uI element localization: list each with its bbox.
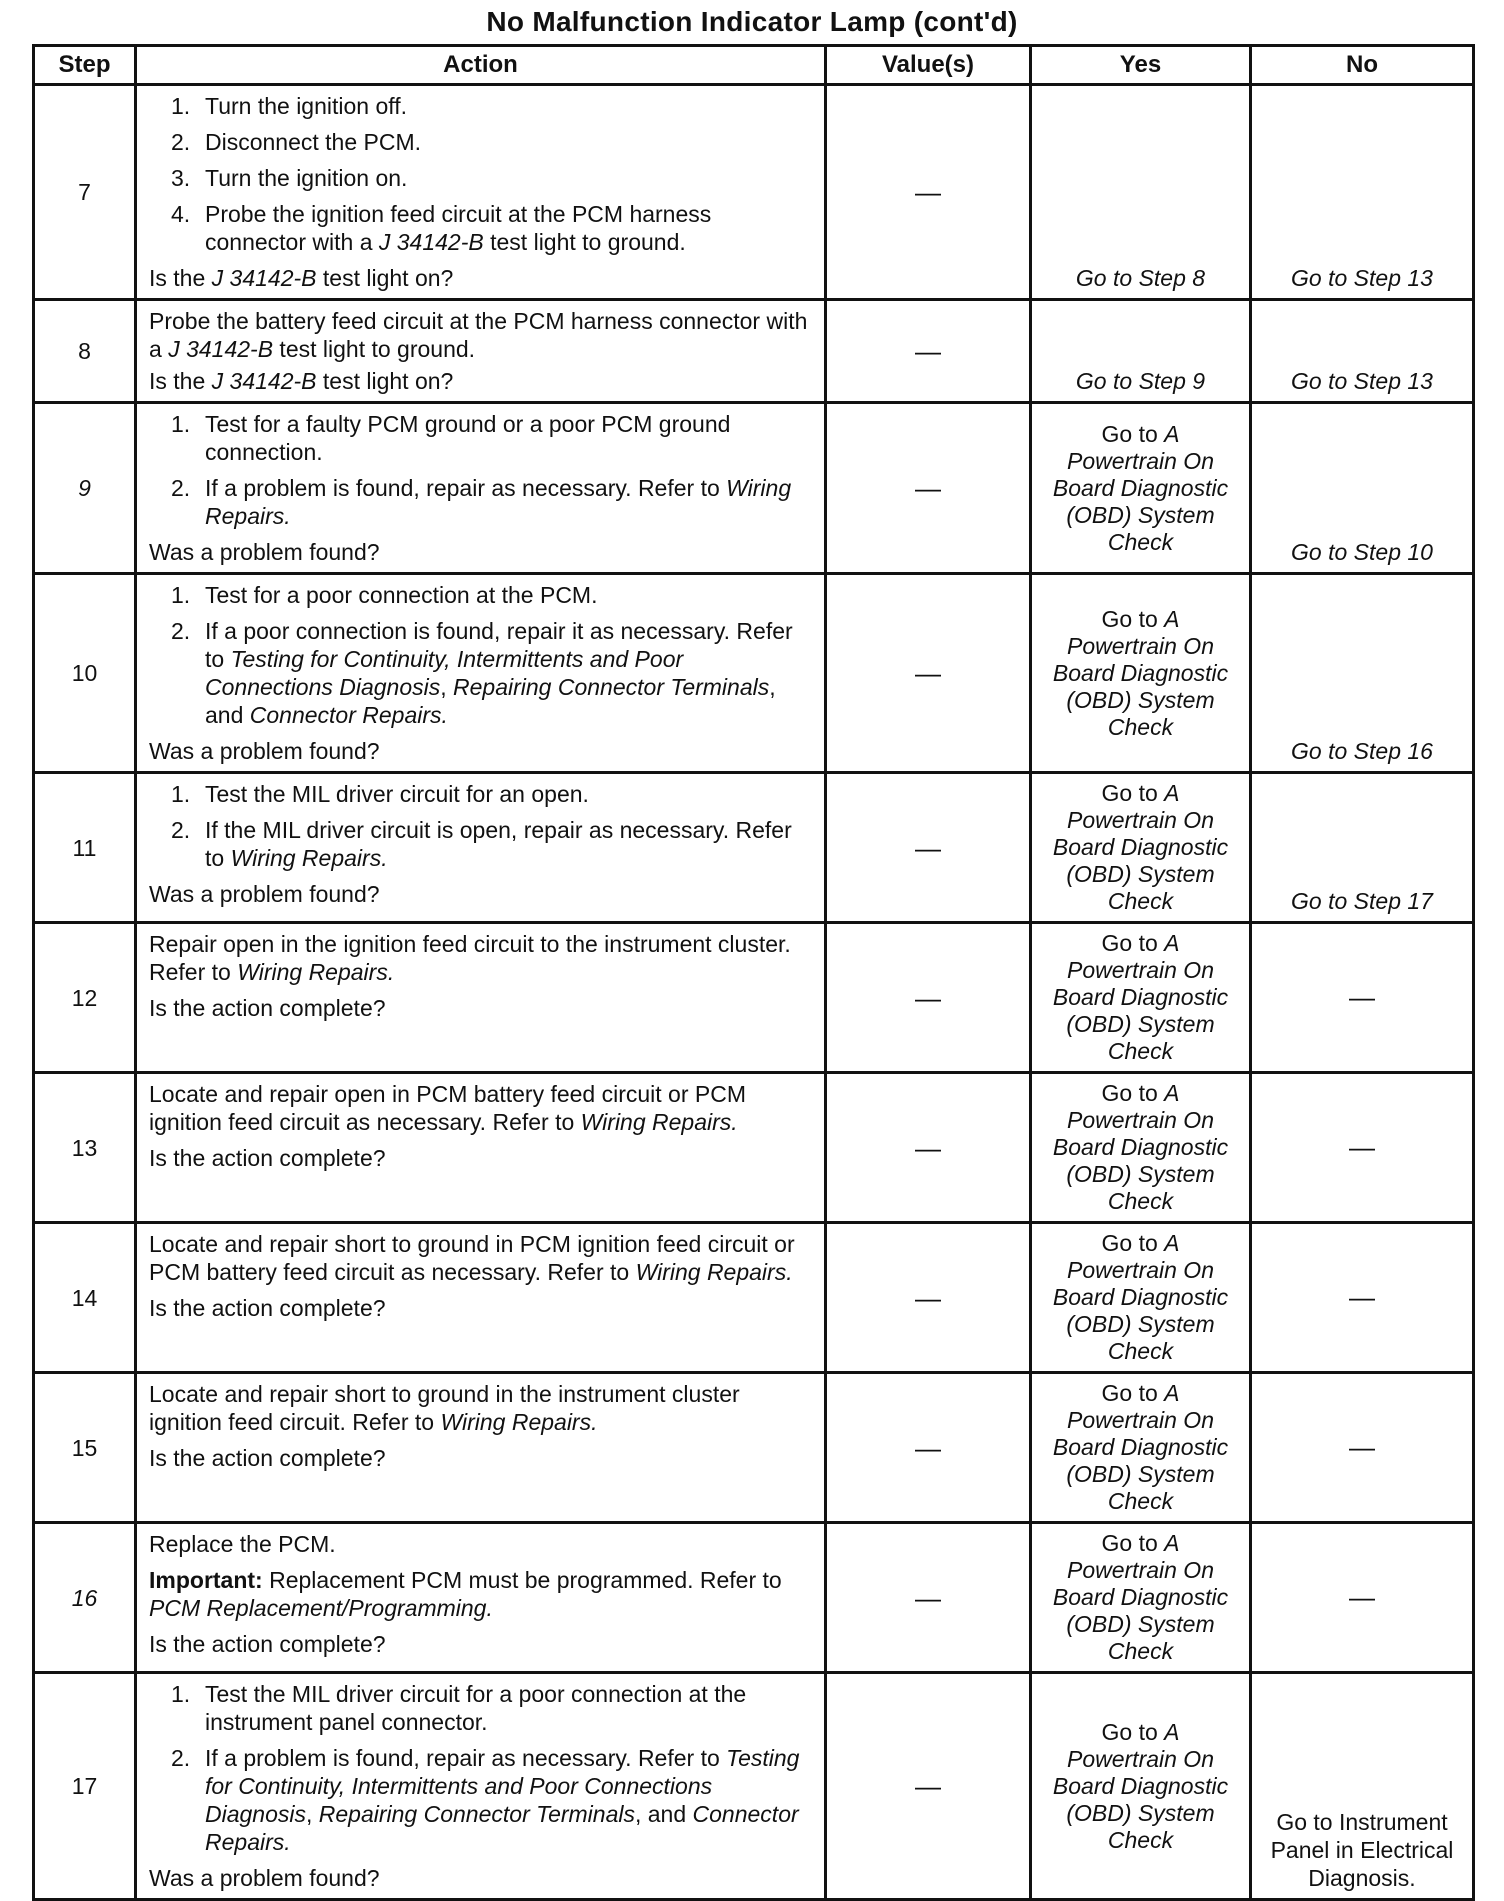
- list-item: 1. Turn the ignition off.: [171, 93, 408, 119]
- table-row: [34, 1523, 1474, 1673]
- action-cell: [136, 85, 826, 300]
- step-number: 8: [34, 300, 136, 403]
- table-row: [34, 1223, 1474, 1373]
- value-cell: —: [826, 1673, 1031, 1900]
- table-row: [34, 1373, 1474, 1523]
- question-text: Is the action complete?: [149, 1295, 386, 1321]
- question-text: Is the action complete?: [149, 1445, 386, 1471]
- action-text: Locate and repair open in PCM battery feed circuit or PCM ignition feed circuit as necessary. Refer to Wiring Repairs.: [149, 1081, 747, 1135]
- list-item: 2. If a problem is found, repair as necessary. Refer to Testing for Continuity, Intermittents and Poor Connections Diagnosis, Repairing Connector Terminals, and Connector Repairs.: [171, 1745, 800, 1855]
- action-cell: [136, 1073, 826, 1223]
- no-cell: Go to Instrument Panel in Electrical Diagnosis.: [1251, 1673, 1474, 1900]
- page-title: No Malfunction Indicator Lamp (cont'd): [486, 6, 1018, 37]
- value-cell: —: [826, 574, 1031, 773]
- list-item: 1. Test for a faulty PCM ground or a poor PCM ground connection.: [171, 411, 731, 465]
- value-cell: —: [826, 1223, 1031, 1373]
- question-text: Is the J 34142-B test light on?: [149, 265, 454, 291]
- action-cell: [136, 923, 826, 1073]
- value-cell: —: [826, 403, 1031, 574]
- yes-cell: Go to A Powertrain On Board Diagnostic (OBD) System Check: [1031, 1523, 1251, 1673]
- header-row: [34, 46, 1474, 85]
- no-cell: Go to Step 10: [1251, 403, 1474, 574]
- yes-cell: Go to A Powertrain On Board Diagnostic (OBD) System Check: [1031, 1673, 1251, 1900]
- substep-list: [149, 780, 816, 872]
- value-cell: —: [826, 1373, 1031, 1523]
- yes-cell: Go to Step 8: [1031, 85, 1251, 300]
- list-item: 3. Turn the ignition on.: [171, 165, 408, 191]
- step-number: 13: [34, 1073, 136, 1223]
- table-row: [34, 1073, 1474, 1223]
- header-step: Step: [34, 46, 136, 85]
- no-cell: —: [1251, 1073, 1474, 1223]
- header-yes: Yes: [1031, 46, 1251, 85]
- no-cell: Go to Step 16: [1251, 574, 1474, 773]
- question-text: Is the action complete?: [149, 1631, 386, 1657]
- action-cell: [136, 1673, 826, 1900]
- yes-cell: Go to A Powertrain On Board Diagnostic (OBD) System Check: [1031, 1073, 1251, 1223]
- step-number: 17: [34, 1673, 136, 1900]
- question-text: Was a problem found?: [149, 1865, 380, 1891]
- action-cell: [136, 1373, 826, 1523]
- question-text: Is the action complete?: [149, 995, 386, 1021]
- yes-cell: Go to A Powertrain On Board Diagnostic (OBD) System Check: [1031, 403, 1251, 574]
- header-no: No: [1251, 46, 1474, 85]
- yes-cell: Go to A Powertrain On Board Diagnostic (OBD) System Check: [1031, 923, 1251, 1073]
- important-note: Important: Replacement PCM must be programmed. Refer to PCM Replacement/Programming.: [149, 1567, 782, 1621]
- action-text: Probe the battery feed circuit at the PCM harness connector with a J 34142-B test light to ground.: [149, 308, 808, 362]
- yes-cell: Go to A Powertrain On Board Diagnostic (OBD) System Check: [1031, 1223, 1251, 1373]
- value-cell: —: [826, 300, 1031, 403]
- action-text: Locate and repair short to ground in the instrument cluster ignition feed circuit. Refer to Wiring Repairs.: [149, 1381, 740, 1435]
- yes-cell: Go to A Powertrain On Board Diagnostic (OBD) System Check: [1031, 1373, 1251, 1523]
- action-cell: [136, 773, 826, 923]
- step-number: 10: [34, 574, 136, 773]
- header-values: Value(s): [826, 46, 1031, 85]
- step-number: 15: [34, 1373, 136, 1523]
- list-item: 2. If the MIL driver circuit is open, repair as necessary. Refer to Wiring Repairs.: [171, 817, 792, 871]
- list-item: 2. If a poor connection is found, repair it as necessary. Refer to Testing for Continuity, Intermittents and Poor Connections Diagnosis, Repairing Connector Terminals, and Connector Repairs.: [171, 618, 793, 728]
- substep-list: [149, 1680, 816, 1856]
- no-cell: Go to Step 13: [1251, 85, 1474, 300]
- step-number: 11: [34, 773, 136, 923]
- action-cell: [136, 300, 826, 403]
- value-cell: —: [826, 923, 1031, 1073]
- substep-list: [149, 581, 816, 729]
- table-row: [34, 923, 1474, 1073]
- question-text: Is the action complete?: [149, 1145, 386, 1171]
- table-row: [34, 300, 1474, 403]
- no-cell: —: [1251, 923, 1474, 1073]
- list-item: 4. Probe the ignition feed circuit at the PCM harness connector with a J 34142-B test light to ground.: [171, 201, 712, 255]
- value-cell: —: [826, 85, 1031, 300]
- action-cell: [136, 1523, 826, 1673]
- step-number: 12: [34, 923, 136, 1073]
- header-action: Action: [136, 46, 826, 85]
- substep-list: [149, 92, 816, 256]
- action-cell: [136, 574, 826, 773]
- value-cell: —: [826, 1523, 1031, 1673]
- substep-list: [149, 410, 816, 530]
- question-text: Is the J 34142-B test light on?: [149, 368, 454, 394]
- table-row: [34, 85, 1474, 300]
- no-cell: —: [1251, 1523, 1474, 1673]
- table-row: [34, 1673, 1474, 1900]
- list-item: 1. Test the MIL driver circuit for an open.: [171, 781, 589, 807]
- question-text: Was a problem found?: [149, 881, 380, 907]
- table-row: [34, 403, 1474, 574]
- question-text: Was a problem found?: [149, 539, 380, 565]
- value-cell: —: [826, 773, 1031, 923]
- diagnostic-table: [32, 44, 1475, 1901]
- action-cell: [136, 1223, 826, 1373]
- question-text: Was a problem found?: [149, 738, 380, 764]
- no-cell: Go to Step 17: [1251, 773, 1474, 923]
- action-text: Replace the PCM.: [149, 1531, 336, 1557]
- table-row: [34, 574, 1474, 773]
- list-item: 2. If a problem is found, repair as necessary. Refer to Wiring Repairs.: [171, 475, 792, 529]
- yes-cell: Go to A Powertrain On Board Diagnostic (OBD) System Check: [1031, 773, 1251, 923]
- action-cell: [136, 403, 826, 574]
- list-item: 1. Test for a poor connection at the PCM.: [171, 582, 598, 608]
- no-cell: —: [1251, 1223, 1474, 1373]
- no-cell: —: [1251, 1373, 1474, 1523]
- no-cell: Go to Step 13: [1251, 300, 1474, 403]
- value-cell: —: [826, 1073, 1031, 1223]
- step-number: 9: [34, 403, 136, 574]
- action-text: Repair open in the ignition feed circuit to the instrument cluster. Refer to Wiring Repairs.: [149, 931, 791, 985]
- table-row: [34, 773, 1474, 923]
- step-number: 7: [34, 85, 136, 300]
- action-text: Locate and repair short to ground in PCM ignition feed circuit or PCM battery feed circuit as necessary. Refer to Wiring Repairs.: [149, 1231, 795, 1285]
- list-item: 1. Test the MIL driver circuit for a poor connection at the instrument panel connector.: [171, 1681, 747, 1735]
- step-number: 16: [34, 1523, 136, 1673]
- yes-cell: Go to A Powertrain On Board Diagnostic (OBD) System Check: [1031, 574, 1251, 773]
- yes-cell: Go to Step 9: [1031, 300, 1251, 403]
- list-item: 2. Disconnect the PCM.: [171, 129, 422, 155]
- step-number: 14: [34, 1223, 136, 1373]
